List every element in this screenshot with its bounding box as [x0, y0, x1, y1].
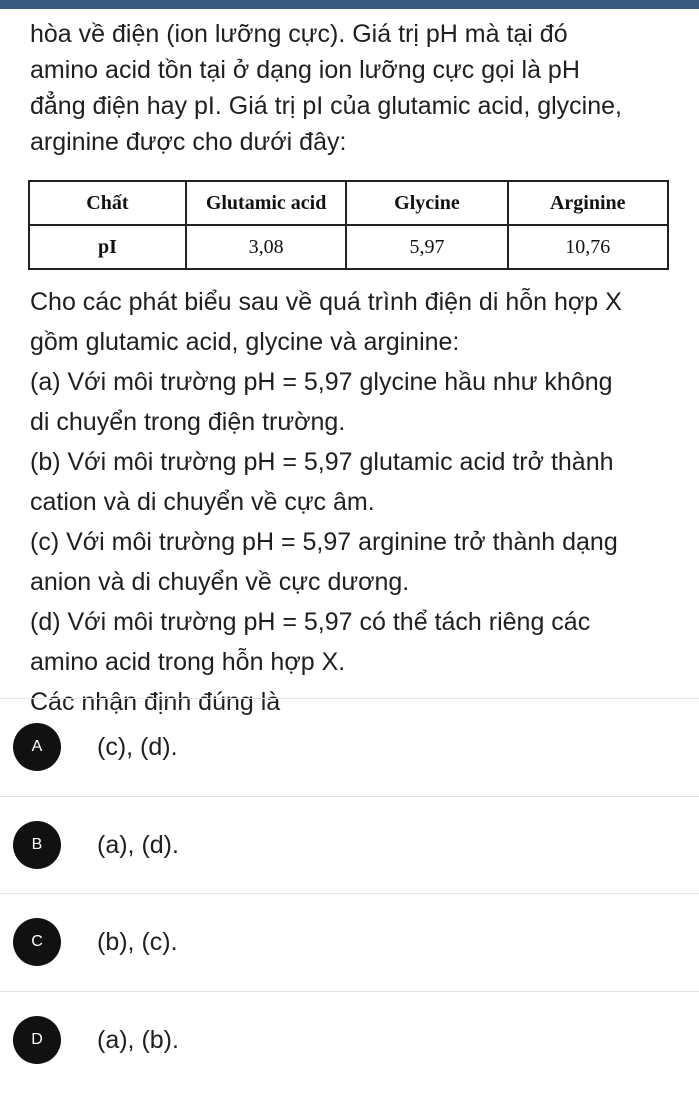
question-line: Cho các phát biểu sau về quá trình điện di hỗn hợp X	[30, 288, 622, 316]
statement-c: (c) Với môi trường pH = 5,97 arginine trở thành dạng	[30, 528, 618, 556]
answer-option-c[interactable]	[0, 893, 699, 990]
answer-option-d[interactable]	[0, 991, 699, 1088]
statement-b-cont: cation và di chuyển về cực âm.	[30, 488, 375, 516]
answer-letter-badge: A	[13, 723, 61, 771]
table-header-row	[29, 181, 668, 225]
table-row	[29, 225, 668, 269]
statement-b: (b) Với môi trường pH = 5,97 glutamic acid trở thành	[30, 448, 614, 476]
intro-line: hòa về điện (ion lưỡng cực). Giá trị pH mà tại đó	[30, 20, 568, 48]
answer-text: (b), (c).	[97, 927, 178, 956]
answer-text: (a), (b).	[97, 1025, 179, 1054]
answer-option-b[interactable]	[0, 796, 699, 893]
answer-option-a[interactable]	[0, 698, 699, 795]
table-header-cell: Glutamic acid	[186, 181, 347, 225]
table-header-cell: Glycine	[346, 181, 507, 225]
table-cell: 3,08	[186, 225, 347, 269]
statement-a-cont: di chuyển trong điện trường.	[30, 408, 346, 436]
statement-d-cont: amino acid trong hỗn hợp X.	[30, 648, 346, 676]
table-header-cell: Arginine	[508, 181, 668, 225]
answer-letter-badge: B	[13, 821, 61, 869]
question-line: gồm glutamic acid, glycine và arginine:	[30, 328, 460, 356]
pi-table	[28, 180, 669, 270]
statement-c-cont: anion và di chuyển về cực dương.	[30, 568, 410, 596]
intro-text	[30, 16, 680, 160]
table-cell: 10,76	[508, 225, 668, 269]
table-header-cell: Chất	[29, 181, 186, 225]
table-cell: 5,97	[346, 225, 507, 269]
question-prompt: Các nhận định đúng là	[30, 688, 281, 716]
answer-letter-badge: C	[13, 918, 61, 966]
question-text	[30, 282, 680, 722]
intro-line: đẳng điện hay pI. Giá trị pI của glutamic acid, glycine,	[30, 92, 622, 120]
statement-a: (a) Với môi trường pH = 5,97 glycine hầu như không	[30, 368, 613, 396]
answer-text: (a), (d).	[97, 830, 179, 859]
intro-line: arginine được cho dưới đây:	[30, 128, 347, 156]
top-accent-bar	[0, 0, 699, 9]
answer-letter-badge: D	[13, 1016, 61, 1064]
table-cell: pI	[29, 225, 186, 269]
statement-d: (d) Với môi trường pH = 5,97 có thể tách riêng các	[30, 608, 591, 636]
intro-line: amino acid tồn tại ở dạng ion lưỡng cực gọi là pH	[30, 56, 580, 84]
answer-text: (c), (d).	[97, 732, 178, 761]
